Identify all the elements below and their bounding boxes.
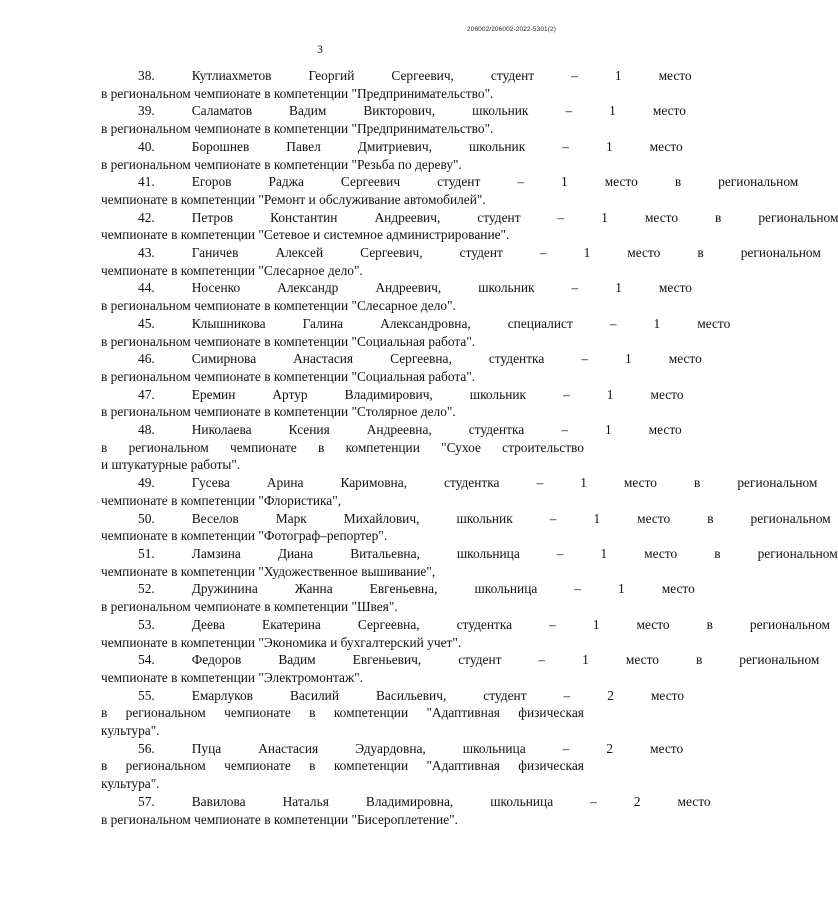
entry-line: чемпионате в компетенции "Сетевое и системное администрирование". xyxy=(101,227,510,243)
entry-line: культура". xyxy=(101,723,160,739)
list-item xyxy=(101,102,686,137)
list-item xyxy=(101,687,685,740)
entry-line: 38. Кутлиахметов Георгий Сергеевич, студент – 1 место xyxy=(138,68,692,83)
list-item xyxy=(101,67,692,102)
award-list xyxy=(101,67,838,828)
list-item xyxy=(101,315,731,350)
list-item xyxy=(101,740,684,793)
entry-line: 48. Николаева Ксения Андреевна, студентка – 1 место xyxy=(138,422,682,438)
entry-line: 52. Дружинина Жанна Евгеньевна, школьница – 1 место xyxy=(138,581,695,597)
entry-line: в региональном чемпионате в компетенции "Столярное дело". xyxy=(101,404,456,420)
list-item xyxy=(101,209,838,244)
list-item xyxy=(101,651,820,686)
list-item xyxy=(101,350,702,385)
entry-line: 57. Вавилова Наталья Владимировна, школьница – 2 место xyxy=(138,793,711,809)
entry-line: чемпионате в компетенции "Художественное вышивание", xyxy=(101,563,436,579)
entry-line: чемпионате в компетенции "Флористика", xyxy=(101,492,342,508)
entry-line: 41. Егоров Раджа Сергеевич студент – 1 место в региональном xyxy=(138,174,799,190)
entry-line: культура". xyxy=(101,776,160,792)
entry-line: 55. Емарлуков Василий Васильевич, студент – 2 место xyxy=(138,687,685,703)
entry-line: 56. Пуца Анастасия Эдуардовна, школьница – 2 место xyxy=(138,740,684,756)
entry-line: 44. Носенко Александр Андреевич, школьник – 1 место xyxy=(138,280,692,296)
entry-line: 40. Борошнев Павел Дмитриевич, школьник – 1 место xyxy=(138,138,683,154)
entry-line: в региональном чемпионате в компетенции "Сухое строительство xyxy=(101,439,584,455)
entry-line: 45. Клышникова Галина Александровна, специалист – 1 место xyxy=(138,315,731,331)
entry-line: в региональном чемпионате в компетенции "Предпринимательство". xyxy=(101,85,494,101)
list-item xyxy=(101,173,799,208)
list-item xyxy=(101,421,682,474)
list-item xyxy=(101,545,838,580)
entry-line: 46. Симирнова Анастасия Сергеевна, студентка – 1 место xyxy=(138,351,702,367)
list-item xyxy=(101,580,695,615)
entry-line: в региональном чемпионате в компетенции "Социальная работа". xyxy=(101,368,476,384)
entry-line: 53. Деева Екатерина Сергеевна, студентка – 1 место в региональном xyxy=(138,616,831,632)
entry-line: 49. Гусева Арина Каримовна, студентка – 1 место в региональном xyxy=(138,475,818,491)
entry-line: 39. Саламатов Вадим Викторович, школьник – 1 место xyxy=(138,103,686,119)
entry-line: в региональном чемпионате в компетенции "Слесарное дело". xyxy=(101,298,456,314)
list-item xyxy=(101,244,821,279)
list-item xyxy=(101,474,818,509)
entry-line: 54. Федоров Вадим Евгеньевич, студент – 1 место в региональном xyxy=(138,652,820,668)
entry-line: в региональном чемпионате в компетенции "Социальная работа". xyxy=(101,333,476,349)
entry-line: чемпионате в компетенции "Фотограф–репортер". xyxy=(101,528,388,544)
entry-line: 42. Петров Константин Андреевич, студент – 1 место в региональном xyxy=(138,209,838,225)
entry-line: чемпионате в компетенции "Слесарное дело". xyxy=(101,262,363,278)
entry-line: 47. Еремин Артур Владимирович, школьник – 1 место xyxy=(138,386,684,402)
entry-line: и штукатурные работы". xyxy=(101,457,241,473)
list-item xyxy=(101,793,711,828)
list-item xyxy=(101,386,684,421)
entry-line: чемпионате в компетенции "Электромонтаж". xyxy=(101,669,364,685)
entry-line: чемпионате в компетенции "Ремонт и обслуживание автомобилей". xyxy=(101,191,486,207)
entry-line: 51. Ламзина Диана Витальевна, школьница – 1 место в региональном xyxy=(138,545,838,561)
document-id: 206002/206002-2022-5301(2) xyxy=(467,26,556,33)
entry-line: в региональном чемпионате в компетенции "Бисероплетение". xyxy=(101,811,458,827)
list-item xyxy=(101,279,692,314)
list-item xyxy=(101,510,831,545)
entry-line: в региональном чемпионате в компетенции "Предпринимательство". xyxy=(101,121,494,137)
entry-line: в региональном чемпионате в компетенции "Швея". xyxy=(101,599,398,615)
page-number: 3 xyxy=(317,44,323,56)
entry-line: 43. Ганичев Алексей Сергеевич, студент – 1 место в региональном xyxy=(138,245,821,261)
entry-line: в региональном чемпионате в компетенции "Резьба по дереву". xyxy=(101,156,462,172)
entry-line: 50. Веселов Марк Михайлович, школьник – 1 место в региональном xyxy=(138,510,831,526)
list-item xyxy=(101,138,683,173)
entry-line: в региональном чемпионате в компетенции "Адаптивная физическая xyxy=(101,758,584,774)
entry-line: в региональном чемпионате в компетенции "Адаптивная физическая xyxy=(101,705,584,721)
entry-line: чемпионате в компетенции "Экономика и бухгалтерский учет". xyxy=(101,634,462,650)
list-item xyxy=(101,616,831,651)
